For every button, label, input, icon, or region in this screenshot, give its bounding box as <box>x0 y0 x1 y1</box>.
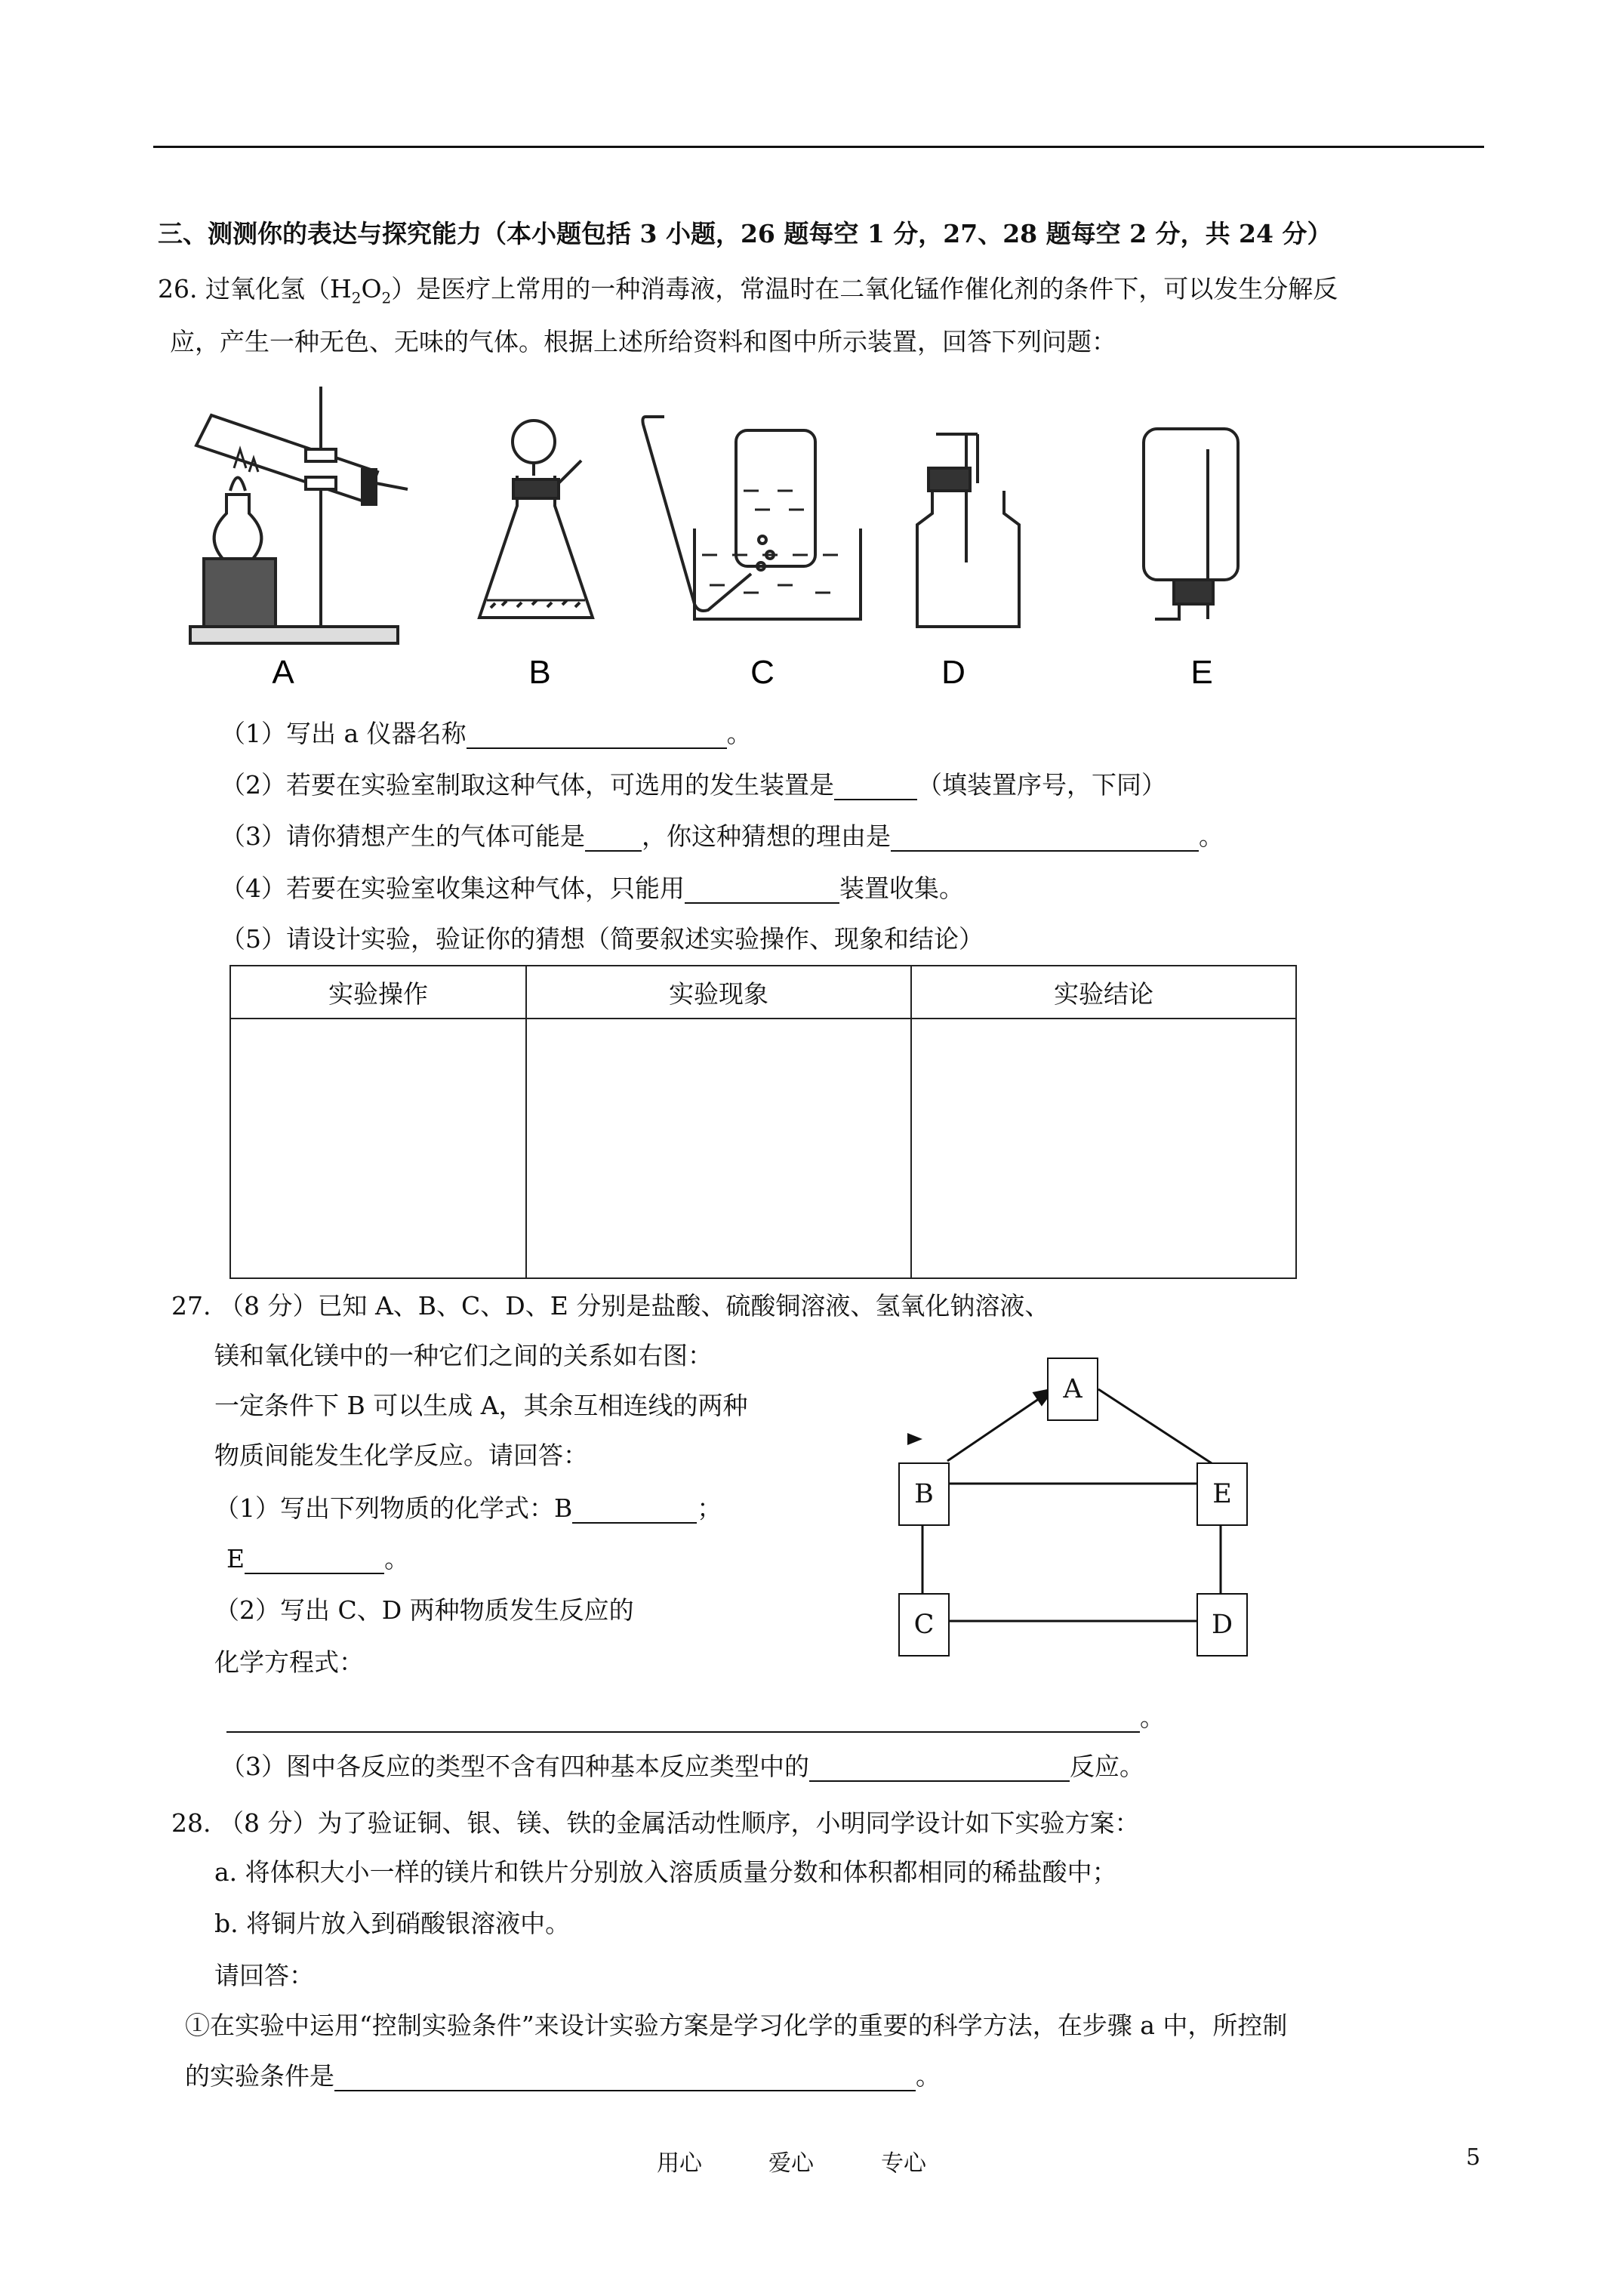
q27-line10-text: （3）图中各反应的类型不含有四种基本反应类型中的 <box>220 1752 809 1781</box>
apparatus-e-drawing <box>1144 429 1238 619</box>
q26-sub5: （5）请设计实验，验证你的猜想（简要叙述实验操作、现象和结论） <box>220 924 984 954</box>
q26-intro-line2: 应，产生一种无色、无味的气体。根据上述所给资料和图中所示装置，回答下列问题： <box>170 327 1116 356</box>
node-c: C <box>898 1593 950 1657</box>
apparatus-a-drawing <box>190 387 408 643</box>
table-cell-conclusion[interactable] <box>911 1019 1296 1278</box>
q28-line5: ①在实验中运用“控制实验条件”来设计实验方案是学习化学的重要的科学方法，在步骤 a 中，所控制 <box>185 2011 1288 2040</box>
q26-intro-pre: 26. 过氧化氢（H <box>158 274 352 304</box>
q26-answer-blank-4[interactable] <box>685 878 839 904</box>
q27-answer-blank-b[interactable] <box>572 1498 697 1524</box>
q26-sub1 <box>220 719 752 749</box>
experiment-table <box>229 965 1297 1279</box>
q28-line6-text: 的实验条件是 <box>185 2061 334 2091</box>
q26-sub1-end: 。 <box>726 719 752 748</box>
q26-sub4 <box>220 874 964 904</box>
q27-line3: 一定条件下 B 可以生成 A，其余互相连线的两种 <box>214 1391 748 1420</box>
q27-line4: 物质间能发生化学反应。请回答： <box>214 1441 588 1470</box>
table-cell-operation[interactable] <box>230 1019 526 1278</box>
q26-sub2-text: （2）若要在实验室制取这种气体，可选用的发生装置是 <box>220 770 834 800</box>
q27-line2: 镁和氧化镁中的一种它们之间的关系如右图： <box>214 1341 713 1370</box>
q26-sub2-end: （填装置序号，下同） <box>917 770 1166 800</box>
q26-intro-line1 <box>158 274 1338 313</box>
node-b: B <box>898 1462 950 1526</box>
q28-answer-blank-conditions[interactable] <box>334 2066 916 2091</box>
q26-sub3 <box>220 821 1224 852</box>
stray-arrow-mark <box>907 1433 922 1445</box>
edge-a-e <box>1098 1389 1212 1463</box>
table-header-operation: 实验操作 <box>230 966 526 1019</box>
q27-answer-blank-equation[interactable] <box>226 1707 1140 1733</box>
label-a: A <box>272 654 294 691</box>
q26-answer-blank-3a[interactable] <box>585 826 642 852</box>
q26-answer-blank-3b[interactable] <box>891 826 1199 852</box>
q27-line8: 化学方程式： <box>214 1647 364 1677</box>
footer-word-1: 用心 <box>657 2150 702 2177</box>
q26-sub1-text: （1）写出 a 仪器名称 <box>220 719 467 748</box>
q26-sub-2a: 2 <box>351 288 362 307</box>
edge-b-to-a <box>947 1389 1053 1461</box>
q26-intro-post: ）是医疗上常用的一种消毒液，常温时在二氧化锰作催化剂的条件下，可以发生分解反 <box>391 274 1338 304</box>
node-a: A <box>1047 1358 1098 1421</box>
q27-line9 <box>226 1703 1165 1733</box>
header-rule <box>153 146 1484 148</box>
footer-word-2: 爱心 <box>768 2150 814 2177</box>
q26-sub4-text: （4）若要在实验室收集这种气体，只能用 <box>220 874 685 903</box>
page-number: 5 <box>1466 2144 1481 2171</box>
node-e: E <box>1196 1462 1248 1526</box>
q27-line6 <box>226 1544 409 1574</box>
q27-line6-end: 。 <box>384 1544 410 1573</box>
q27-line10 <box>220 1752 1144 1782</box>
q27-answer-blank-e[interactable] <box>245 1549 384 1574</box>
label-e: E <box>1190 654 1213 691</box>
q26-sub3-text: （3）请你猜想产生的气体可能是 <box>220 821 585 851</box>
q28-line4: 请回答： <box>214 1961 314 1990</box>
q26-sub2 <box>220 770 1166 800</box>
q28-line6-end: 。 <box>916 2061 941 2091</box>
q26-answer-blank-2[interactable] <box>834 775 917 800</box>
apparatus-d-drawing <box>917 434 1019 627</box>
q27-line5 <box>214 1493 722 1524</box>
label-d: D <box>941 654 965 691</box>
q26-intro-mid: O <box>361 274 382 304</box>
q27-line1: 27. （8 分）已知 A、B、C、D、E 分别是盐酸、硫酸铜溶液、氢氧化钠溶液、 <box>171 1291 1050 1321</box>
node-d: D <box>1196 1593 1248 1657</box>
label-c: C <box>750 654 775 691</box>
q27-line5-text: （1）写出下列物质的化学式：B <box>214 1493 573 1523</box>
footer-word-3: 专心 <box>881 2150 926 2177</box>
q26-sub3-mid: ，你这种猜想的理由是 <box>642 821 891 851</box>
q28-line6 <box>185 2061 941 2091</box>
section-header: 三、测测你的表达与探究能力（本小题包括 3 小题，26 题每空 1 分，27、28 题每空 2 分，共 24 分） <box>158 219 1332 248</box>
q27-line6-text: E <box>226 1544 245 1573</box>
q27-line10-end: 反应。 <box>1070 1752 1144 1781</box>
q27-line7: （2）写出 C、D 两种物质发生反应的 <box>214 1595 634 1625</box>
q28-line1: 28. （8 分）为了验证铜、银、镁、铁的金属活动性顺序，小明同学设计如下实验方案： <box>171 1808 1140 1838</box>
q26-sub-2b: 2 <box>381 288 392 307</box>
q26-sub3-end: 。 <box>1199 821 1224 851</box>
q28-line3: b. 将铜片放入到硝酸银溶液中。 <box>214 1909 571 1938</box>
q27-answer-blank-reaction[interactable] <box>809 1756 1070 1782</box>
table-header-conclusion: 实验结论 <box>911 966 1296 1019</box>
apparatus-c-drawing <box>642 417 861 619</box>
label-b: B <box>528 654 551 691</box>
q26-answer-blank-1[interactable] <box>467 723 727 749</box>
q27-line5-end: ； <box>697 1493 722 1523</box>
q27-line9-end: 。 <box>1140 1703 1165 1732</box>
apparatus-figure <box>181 378 1298 702</box>
table-cell-phenomenon[interactable] <box>526 1019 911 1278</box>
table-header-phenomenon: 实验现象 <box>526 966 911 1019</box>
apparatus-b-drawing <box>479 421 593 618</box>
q26-sub4-end: 装置收集。 <box>839 874 964 903</box>
q28-line2: a. 将体积大小一样的镁片和铁片分别放入溶质质量分数和体积都相同的稀盐酸中； <box>214 1857 1117 1887</box>
